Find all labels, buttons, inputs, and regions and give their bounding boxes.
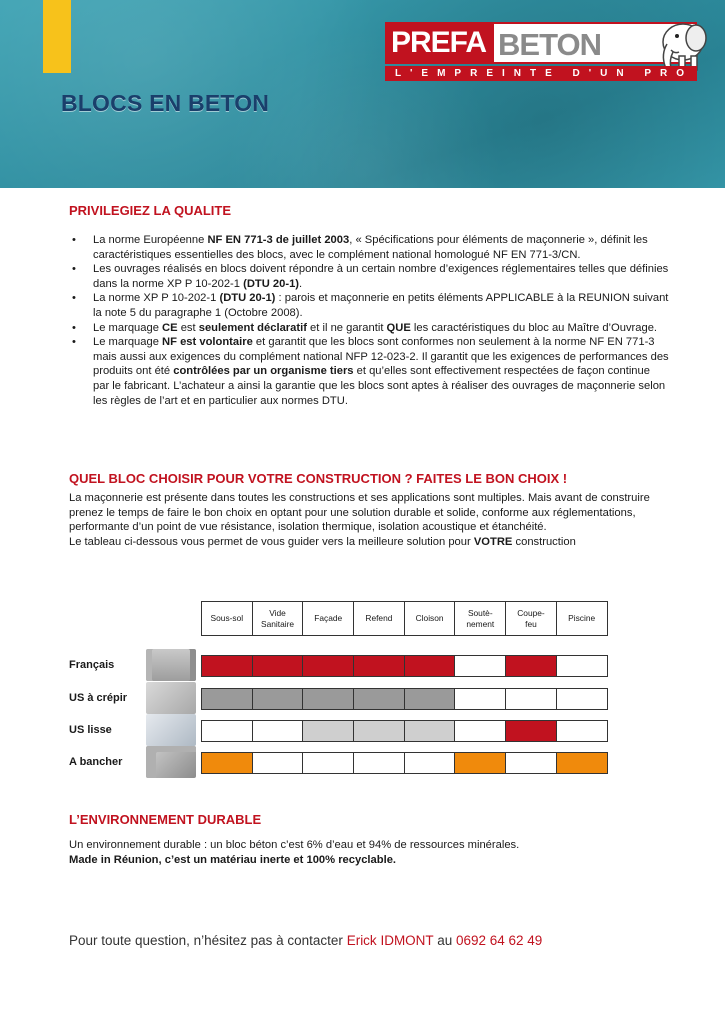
table-cell — [201, 752, 253, 774]
list-item: • Le marquage NF est volontaire et garantit que les blocs sont conformes non seulement à la norme NF EN 771-3 mais aussi aux exigences du complément national NFP 12-023-2. Il garantit que les exigences de performances des produits ont été contrôlées par un organisme tiers et qu’elles sont effectivement respectées de façon continue par le fabricant. L’achateur a ainsi la garantie que les blocs sont aptes à réaliser des ouvrages de maçonnerie selon les règles de l’art et en particulier aux normes DTU. — [69, 335, 669, 408]
list-item: • Les ouvrages réalisés en blocs doivent répondre à un certain nombre d’exigences réglementaires telles que définies dans la norme XP P 10-202-1 (DTU 20-1). — [69, 262, 669, 291]
logo-beton-text: BETON — [492, 22, 697, 64]
footer-prefix: Pour toute question, n’hésitez pas à contacter — [69, 933, 347, 948]
table-cell — [404, 655, 456, 677]
table-cell — [252, 720, 304, 742]
table-cell — [556, 655, 608, 677]
table-row — [202, 752, 608, 774]
list-item: • La norme XP P 10-202-1 (DTU 20-1) : parois et maçonnerie en petits éléments APPLICABLE à la REUNION suivant la note 5 du paragraphe 1 (Octobre 2008). — [69, 291, 669, 320]
table-cell — [252, 752, 304, 774]
table-cell — [404, 752, 456, 774]
row-label: US lisse — [69, 724, 112, 736]
section-environment-title: L’ENVIRONNEMENT DURABLE — [69, 812, 262, 827]
header-banner — [0, 0, 725, 188]
column-header: Piscine — [556, 601, 608, 636]
table-cell — [556, 688, 608, 710]
table-cell — [302, 720, 354, 742]
column-header: Soutè- nement — [454, 601, 506, 636]
table-cell — [353, 688, 405, 710]
column-header: Refend — [353, 601, 405, 636]
table-row — [202, 655, 608, 677]
row-label: Français — [69, 659, 115, 671]
table-cell — [454, 655, 506, 677]
quality-bullet-list — [69, 233, 669, 408]
table-cell — [505, 688, 557, 710]
table-cell — [505, 655, 557, 677]
table-header-row — [202, 601, 608, 636]
bloc-bancher-image — [146, 746, 196, 778]
table-cell — [353, 720, 405, 742]
table-cell — [353, 655, 405, 677]
choice-paragraph: La maçonnerie est présente dans toutes les constructions et ses applications sont multiples. Mais avant de construire prenez le temps de faire le bon choix en optant pour une solution durable et solide, conforme aux réglementations, performante d’un point de vue résistance, isolation thermique, isolation acoustique et étanchéité. Le tableau ci-dessous vous permet de vous guider vers la meilleure solution pour VOTRE construction — [69, 492, 650, 548]
table-cell — [404, 720, 456, 742]
yellow-accent-bar — [43, 0, 71, 73]
table-cell — [252, 688, 304, 710]
column-header: Sous-sol — [201, 601, 253, 636]
table-cell — [353, 752, 405, 774]
table-cell — [302, 752, 354, 774]
contact-name: Erick IDMONT — [346, 933, 434, 948]
logo-prefa-text: PREFA — [385, 22, 492, 64]
table-cell — [201, 688, 253, 710]
list-item: • La norme Européenne NF EN 771-3 de juillet 2003, « Spécifications pour éléments de maçonnerie », définit les caractéristiques essentielles des blocs, avec le complément national homologué NF EN 771-3/CN. — [69, 233, 669, 262]
section-quality-title: PRIVILEGIEZ LA QUALITE — [69, 203, 232, 218]
table-cell — [404, 688, 456, 710]
table-cell — [201, 720, 253, 742]
column-header: Vide Sanitaire — [252, 601, 304, 636]
footer-mid: au — [433, 933, 456, 948]
environment-paragraph: Un environnement durable : un bloc béton c’est 6% d’eau et 94% de ressources minérales. Made in Réunion, c’est un matériau inerte et 100% recyclable. — [69, 839, 520, 866]
table-cell — [556, 720, 608, 742]
table-row — [202, 688, 608, 710]
table-cell — [302, 688, 354, 710]
table-cell — [505, 720, 557, 742]
list-item: • Le marquage CE est seulement déclaratif et il ne garantit QUE les caractéristiques du bloc au Maître d’Ouvrage. — [69, 321, 669, 336]
row-label: A bancher — [69, 756, 123, 768]
section-choice-title: QUEL BLOC CHOISIR POUR VOTRE CONSTRUCTION ? FAITES LE BON CHOIX ! — [69, 471, 568, 486]
contact-phone: 0692 64 62 49 — [455, 933, 543, 948]
table-cell — [556, 752, 608, 774]
table-cell — [454, 752, 506, 774]
logo-tagline: L'EMPREINTE D'UN PRO — [385, 66, 697, 81]
bloc-us-lisse-image — [146, 714, 196, 746]
bloc-francais-image — [146, 649, 196, 681]
bloc-us-crepir-image — [146, 682, 196, 714]
column-header: Coupe- feu — [505, 601, 557, 636]
table-cell — [454, 720, 506, 742]
table-row — [202, 720, 608, 742]
table-cell — [505, 752, 557, 774]
column-header: Façade — [302, 601, 354, 636]
table-cell — [252, 655, 304, 677]
footer-contact — [69, 933, 542, 948]
table-cell — [454, 688, 506, 710]
column-header: Cloison — [404, 601, 456, 636]
row-label: US à crépir — [69, 692, 128, 704]
page-title: BLOCS EN BETON — [61, 90, 270, 116]
prefabeton-logo — [385, 22, 697, 84]
table-cell — [201, 655, 253, 677]
table-cell — [302, 655, 354, 677]
